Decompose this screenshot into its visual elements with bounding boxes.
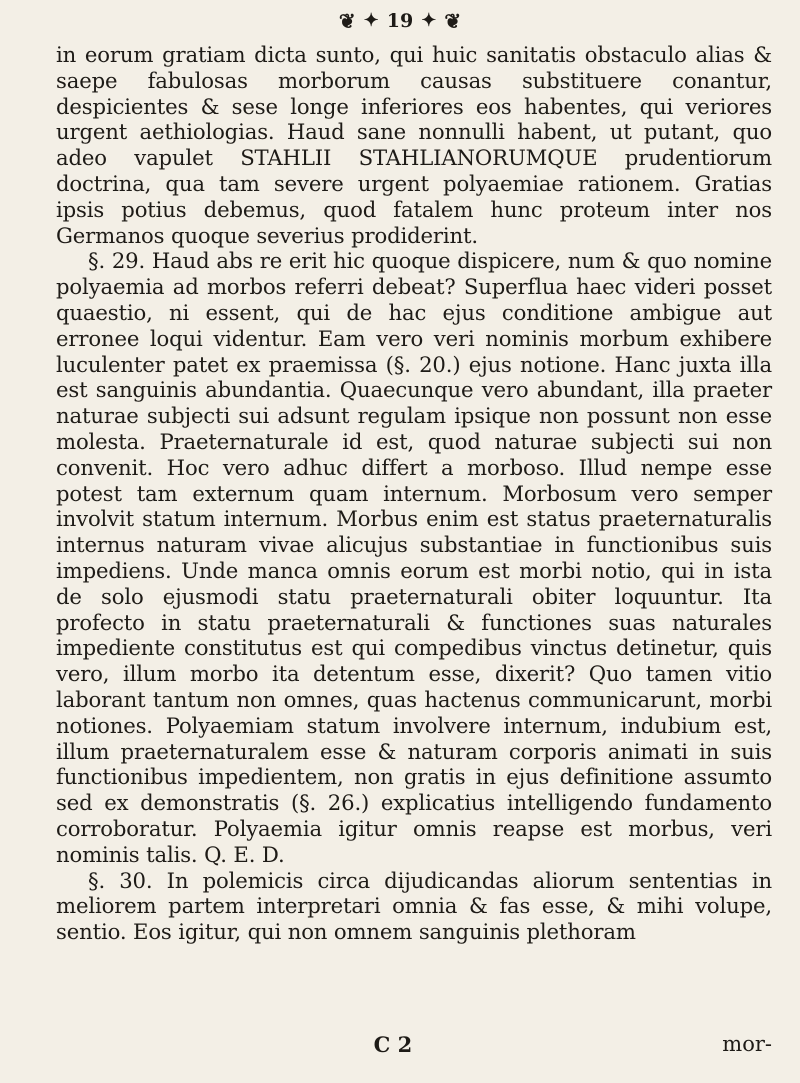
left-fleuron-ornament: ❦ — [338, 9, 356, 33]
catchword: mor- — [722, 1032, 772, 1056]
left-ornament: ✦ — [363, 10, 379, 31]
page-header — [0, 4, 800, 38]
right-ornament: ✦ — [421, 10, 437, 31]
paragraph-continuation: in eorum gratiam dicta sunto, qui huic sanitatis obstaculo alias & saepe fabulosas morborum causas substituere conantur, despicientes & sese longe inferiores eos habentes, qui veriores urgent aethiologias. Haud sane nonnulli habent, ut putant, quo adeo vapulet STAHLII STAHLIANORUMQUE prudentiorum doctrina, qua tam severe urgent polyaemiae rationem. Gratias ipsis potius debemus, quod fatalem hunc proteum inter nos Germanos quoque severius prodiderint. — [56, 42, 772, 248]
section-29-paragraph: §. 29. Haud abs re erit hic quoque dispicere, num & quo nomine polyaemia ad morbos referri debeat? Superflua haec videri posset quaestio, ni essent, qui de hac ejus conditione ambigue aut erronee loqui videntur. Eam vero veri nominis morbum exhibere luculenter patet ex praemissa (§. 20.) ejus notione. Hanc juxta illa est sanguinis abundantia. Quaecunque vero abundant, illa praeter naturae subjecti sui adsunt regulam ipsique non possunt non esse molesta. Praeternaturale id est, quod naturae subjecti sui non convenit. Hoc vero adhuc differt a morboso. Illud nempe esse potest tam externum quam internum. Morbosum vero semper involvit statum internum. Morbus enim est status praeternaturalis internus naturam vivae alicujus substantiae in functionibus suis impediens. Unde manca omnis eorum est morbi notio, qui in ista de solo ejusmodi statu praeternaturali obiter loquuntur. Ita profecto in statu praeternaturali & functiones suas naturales impediente constitutus est qui compedibus vinctus detinetur, quis vero, illum morbo ita detentum esse, dixerit? Quo tamen vitio laborant tantum non omnes, quas hactenus communicarunt, morbi notiones. Polyaemiam statum involvere internum, indubium est, illum praeternaturalem esse & naturam corporis animati in suis functionibus impedientem, non gratis in ejus definitione assumto sed ex demonstratis (§. 26.) explicatius intelligendo fundamento corroboratur. Polyaemia igitur omnis reapse est morbus, veri nominis talis. Q. E. D. — [56, 248, 772, 867]
signature-mark: C 2 — [373, 1032, 413, 1057]
page-footer — [56, 1032, 772, 1057]
page-number: 19 — [386, 10, 414, 32]
body-text — [56, 42, 772, 945]
section-30-paragraph: §. 30. In polemicis circa dijudicandas aliorum sententias in meliorem partem interpretari omnia & fas esse, & mihi volupe, sentio. Eos igitur, qui non omnem sanguinis plethoram — [56, 867, 772, 945]
right-fleuron-ornament: ❦ — [444, 9, 462, 33]
